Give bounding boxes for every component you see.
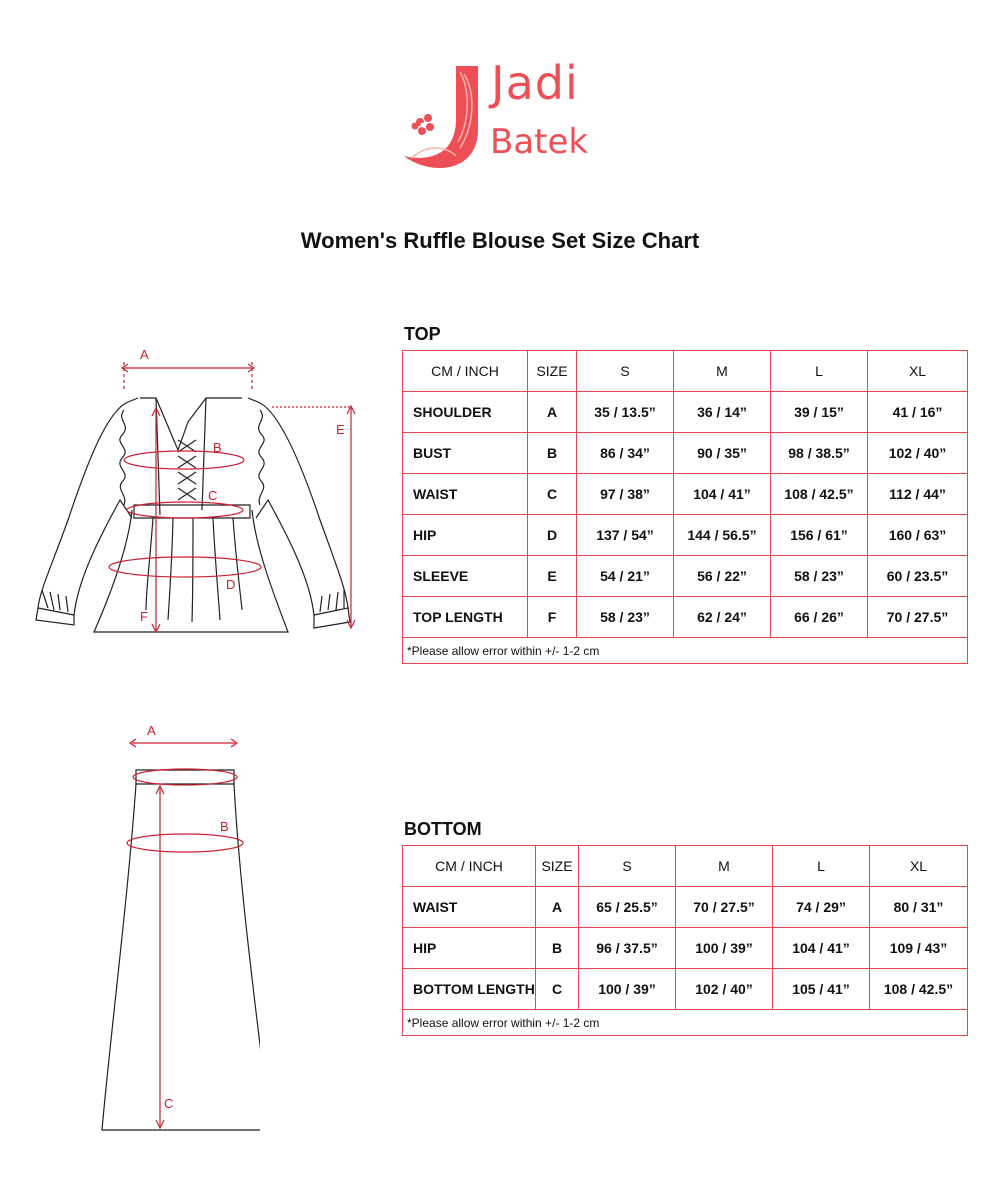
header-row [403,846,968,887]
top-size-table [402,350,968,664]
label-a: A [147,723,156,738]
bottom-heading: BOTTOM [404,819,482,839]
note-row [403,1010,968,1036]
top-heading: TOP [404,324,441,344]
bottom-skirt-diagram [90,718,260,1138]
skirt-outline [102,770,260,1130]
measurement-code: E [528,556,577,597]
table-row [403,474,968,515]
blouse-outline [36,398,350,632]
size-value: 70 / 27.5” [868,597,968,638]
column-header: L [773,846,870,887]
size-value: 137 / 54” [577,515,674,556]
table-row [403,515,968,556]
column-header: S [579,846,676,887]
measurement-guides [127,739,243,1128]
label-b: B [213,440,222,455]
size-value: 74 / 29” [773,887,870,928]
column-header: XL [868,351,968,392]
column-header: CM / INCH [403,846,536,887]
label-c: C [164,1096,174,1111]
measurement-name: SHOULDER [403,392,528,433]
page-title: Women's Ruffle Blouse Set Size Chart [300,228,700,253]
table-row [403,392,968,433]
size-value: 102 / 40” [868,433,968,474]
measurement-code: C [528,474,577,515]
label-f: F [140,609,148,624]
header-row [403,351,968,392]
size-value: 56 / 22” [674,556,771,597]
label-c: C [208,488,218,503]
size-value: 102 / 40” [676,969,773,1010]
size-value: 86 / 34” [577,433,674,474]
size-value: 35 / 13.5” [577,392,674,433]
size-value: 41 / 16” [868,392,968,433]
column-header: S [577,351,674,392]
size-value: 144 / 56.5” [674,515,771,556]
note-row [403,638,968,664]
label-e: E [336,422,345,437]
measurement-code: D [528,515,577,556]
size-value: 160 / 63” [868,515,968,556]
table-row [403,433,968,474]
column-header: M [676,846,773,887]
brand-logo [398,56,608,172]
measurement-name: WAIST [403,474,528,515]
measurement-name: SLEEVE [403,556,528,597]
label-b: B [220,819,229,834]
size-value: 54 / 21” [577,556,674,597]
column-header: SIZE [528,351,577,392]
top-blouse-diagram [28,340,378,650]
size-value: 156 / 61” [771,515,868,556]
measurement-name: BUST [403,433,528,474]
size-value: 60 / 23.5” [868,556,968,597]
measurement-code: B [536,928,579,969]
column-header: SIZE [536,846,579,887]
column-header: M [674,351,771,392]
size-value: 96 / 37.5” [579,928,676,969]
size-value: 108 / 42.5” [870,969,968,1010]
size-value: 58 / 23” [771,556,868,597]
measurement-code: F [528,597,577,638]
size-value: 36 / 14” [674,392,771,433]
table-row [403,969,968,1010]
size-value: 100 / 39” [579,969,676,1010]
size-value: 70 / 27.5” [676,887,773,928]
size-value: 65 / 25.5” [579,887,676,928]
measurement-name: HIP [403,928,536,969]
size-value: 58 / 23” [577,597,674,638]
bottom-size-table [402,845,968,1036]
size-value: 104 / 41” [773,928,870,969]
size-value: 112 / 44” [868,474,968,515]
size-value: 66 / 26” [771,597,868,638]
label-d: D [226,577,236,592]
column-header: CM / INCH [403,351,528,392]
size-value: 39 / 15” [771,392,868,433]
size-value: 109 / 43” [870,928,968,969]
brand-name-line2: Batek [490,122,589,162]
measurement-code: C [536,969,579,1010]
size-value: 62 / 24” [674,597,771,638]
tolerance-note: *Please allow error within +/- 1-2 cm [403,638,968,664]
size-value: 104 / 41” [674,474,771,515]
label-a: A [140,347,149,362]
measurement-name: BOTTOM LENGTH [403,969,536,1010]
tolerance-note: *Please allow error within +/- 1-2 cm [403,1010,968,1036]
size-value: 105 / 41” [773,969,870,1010]
measurement-code: A [536,887,579,928]
brand-name-line1: Jadi [491,56,579,110]
size-value: 98 / 38.5” [771,433,868,474]
column-header: XL [870,846,968,887]
table-row [403,556,968,597]
measurement-name: HIP [403,515,528,556]
size-value: 90 / 35” [674,433,771,474]
column-header: L [771,351,868,392]
measurement-name: TOP LENGTH [403,597,528,638]
measurement-code: A [528,392,577,433]
size-value: 97 / 38” [577,474,674,515]
size-value: 80 / 31” [870,887,968,928]
size-value: 100 / 39” [676,928,773,969]
table-row [403,887,968,928]
size-value: 108 / 42.5” [771,474,868,515]
table-row [403,928,968,969]
table-row [403,597,968,638]
measurement-code: B [528,433,577,474]
measurement-name: WAIST [403,887,536,928]
